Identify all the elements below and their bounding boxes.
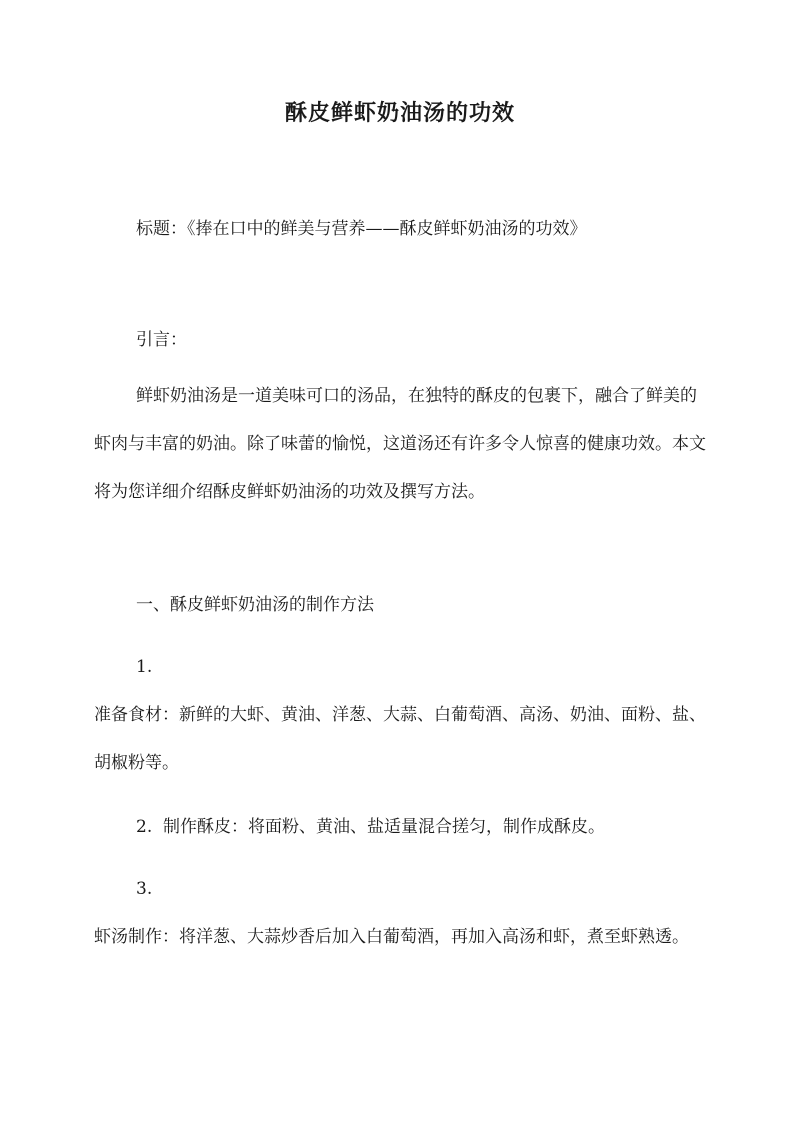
- step-2: [136, 815, 605, 839]
- step-text-1: 准备食材：新鲜的大虾、黄油、洋葱、大蒜、白葡萄酒、高汤、奶油、面粉、盐、胡椒粉等。: [94, 705, 706, 773]
- intro-paragraph: 鲜虾奶油汤是一道美味可口的汤品，在独特的酥皮的包裹下，融合了鲜美的虾肉与丰富的奶油。除了味蕾的愉悦，这道汤还有许多令人惊喜的健康功效。本文将为您详细介绍酥皮鲜虾奶油汤的功效及撰写方法。: [94, 386, 706, 502]
- step-number-1: 1.: [136, 657, 153, 677]
- step-text-3: 虾汤制作：将洋葱、大蒜炒香后加入白葡萄酒，再加入高汤和虾，煮至虾熟透。: [94, 927, 689, 947]
- subtitle-line: 标题：《捧在口中的鲜美与营养——酥皮鲜虾奶油汤的功效》: [136, 219, 587, 239]
- step-number-3: 3.: [136, 879, 153, 899]
- step-number-2: 2.: [136, 817, 153, 837]
- step-text-2: 制作酥皮：将面粉、黄油、盐适量混合搓匀，制作成酥皮。: [163, 817, 606, 837]
- intro-heading: 引言：: [136, 330, 187, 350]
- document-title: 酥皮鲜虾奶油汤的功效: [284, 100, 515, 126]
- section-heading: 一、酥皮鲜虾奶油汤的制作方法: [136, 595, 374, 615]
